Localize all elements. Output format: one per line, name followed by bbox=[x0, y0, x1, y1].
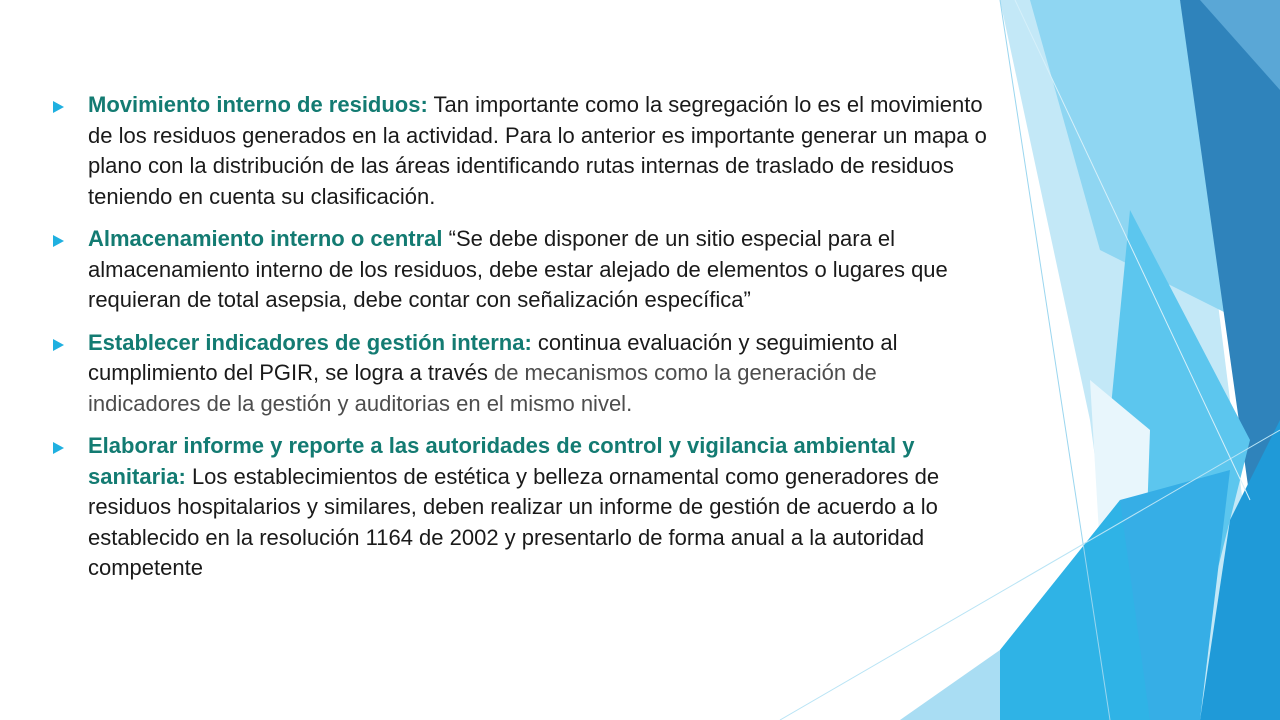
bullet-item bbox=[50, 224, 990, 316]
bullet-text: continua evaluación y seguimiento al cumplimiento del PGIR, se logra a través bbox=[88, 329, 898, 385]
bullet-heading: Almacenamiento interno o central bbox=[88, 226, 443, 251]
triangle-bullet-icon bbox=[53, 235, 64, 247]
bullet-heading: Establecer indicadores de gestión interna: bbox=[88, 329, 532, 355]
bullet-text: Los establecimientos de estética y belleza ornamental como generadores de residuos hospitalarios y similares, deben realizar un informe de gestión de acuerdo a lo establecido en la resolución 1164 de 2002 y presentarlo de forma anual a la autoridad competente bbox=[88, 463, 940, 580]
bullet-item bbox=[50, 90, 990, 212]
triangle-bullet-icon bbox=[53, 442, 64, 454]
bullet-heading: Elaborar informe y reporte a las autoridades de control y vigilancia ambiental y sanitaria: bbox=[88, 433, 915, 489]
triangle-bullet-icon bbox=[53, 339, 64, 351]
bullet-text: Tan importante como la segregación lo es el movimiento de los residuos generados en la actividad. Para lo anterior es importante generar un mapa o plano con la distribución de las áreas identificando rutas internas de traslado de residuos teniendo en cuenta su clasificación. bbox=[88, 92, 987, 209]
bullet-text-soft: de mecanismos como la generación de indicadores de la gestión y auditorias en el mismo nivel. bbox=[88, 360, 877, 416]
bullet-list bbox=[50, 90, 990, 584]
triangle-bullet-icon bbox=[53, 101, 64, 113]
bullet-item bbox=[50, 328, 990, 420]
bullet-item bbox=[50, 431, 990, 584]
facet-pale-bottom bbox=[900, 650, 1000, 720]
bullet-heading: Movimiento interno de residuos: bbox=[88, 92, 428, 117]
bullet-text: “Se debe disponer de un sitio especial para el almacenamiento interno de los residuos, debe estar alejado de elementos o lugares que requieran de total asepsia, debe contar con señalización específica” bbox=[88, 226, 948, 312]
